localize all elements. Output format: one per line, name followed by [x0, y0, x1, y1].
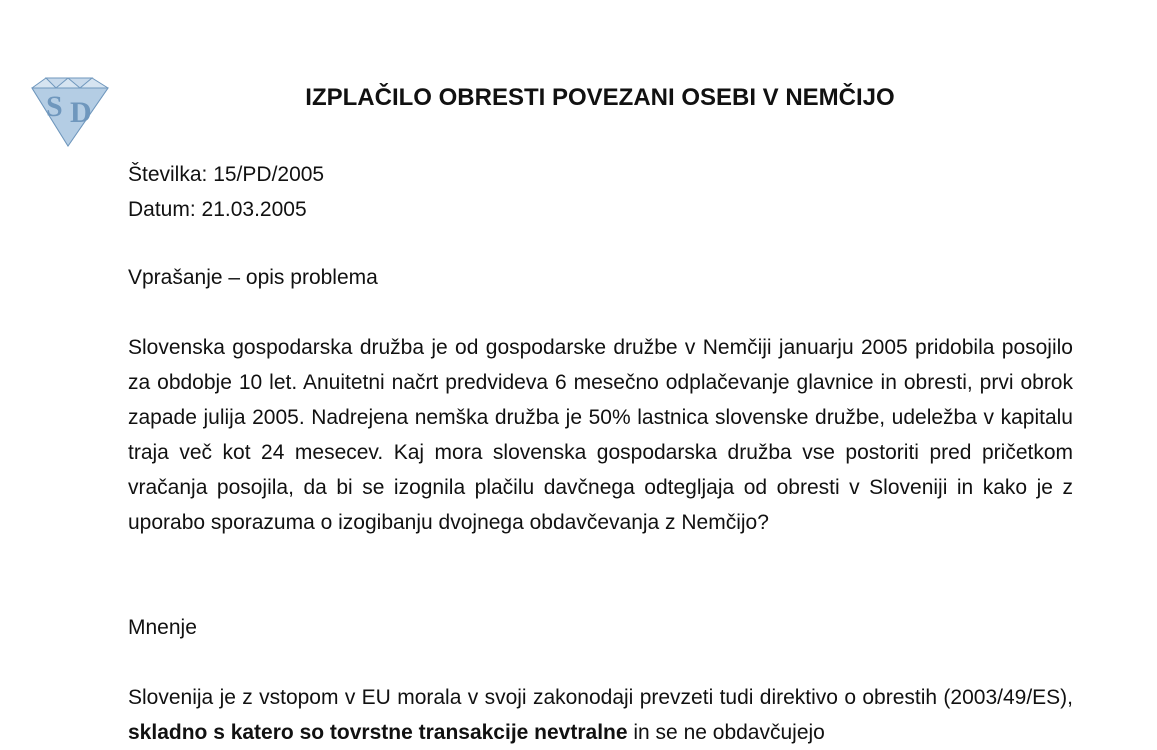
document-number: Številka: 15/PD/2005 — [128, 163, 325, 186]
opinion-text-start: Slovenija je z vstopom v EU morala v svoji zakonodaji prevzeti tudi direktivo o obrestih (2003/49/ES), — [128, 686, 1073, 709]
document-date: Datum: 21.03.2005 — [128, 198, 307, 221]
document-meta — [128, 157, 324, 227]
question-heading: Vprašanje – opis problema — [128, 266, 378, 289]
svg-text:S: S — [46, 90, 63, 123]
opinion-paragraph — [128, 680, 1073, 750]
document-title: IZPLAČILO OBRESTI POVEZANI OSEBI V NEMČIJO — [305, 84, 895, 111]
question-paragraph: Slovenska gospodarska družba je od gospodarske družbe v Nemčiji januarju 2005 pridobila posojilo za obdobje 10 let. Anuitetni načrt predvideva 6 mesečno odplačevanje glavnice in obresti, prvi obrok zapade julija 2005. Nadrejena nemška družba je 50% lastnica slovenske družbe, udeležba v kapitalu traja več kot 24 mesecev. Kaj mora slovenska gospodarska družba vse postoriti pred pričetkom vračanja posojila, da bi se izognila plačilu davčnega odtegljaja od obresti v Sloveniji in kako je z uporabo sporazuma o izogibanju dvojnega obdavčevanja z Nemčijo? — [128, 336, 1073, 534]
svg-text:D: D — [70, 96, 92, 129]
opinion-heading: Mnenje — [128, 616, 197, 639]
opinion-text-end: in se ne obdavčujejo — [627, 721, 825, 744]
opinion-text-bold: skladno s katero so tovrstne transakcije nevtralne — [128, 721, 628, 744]
